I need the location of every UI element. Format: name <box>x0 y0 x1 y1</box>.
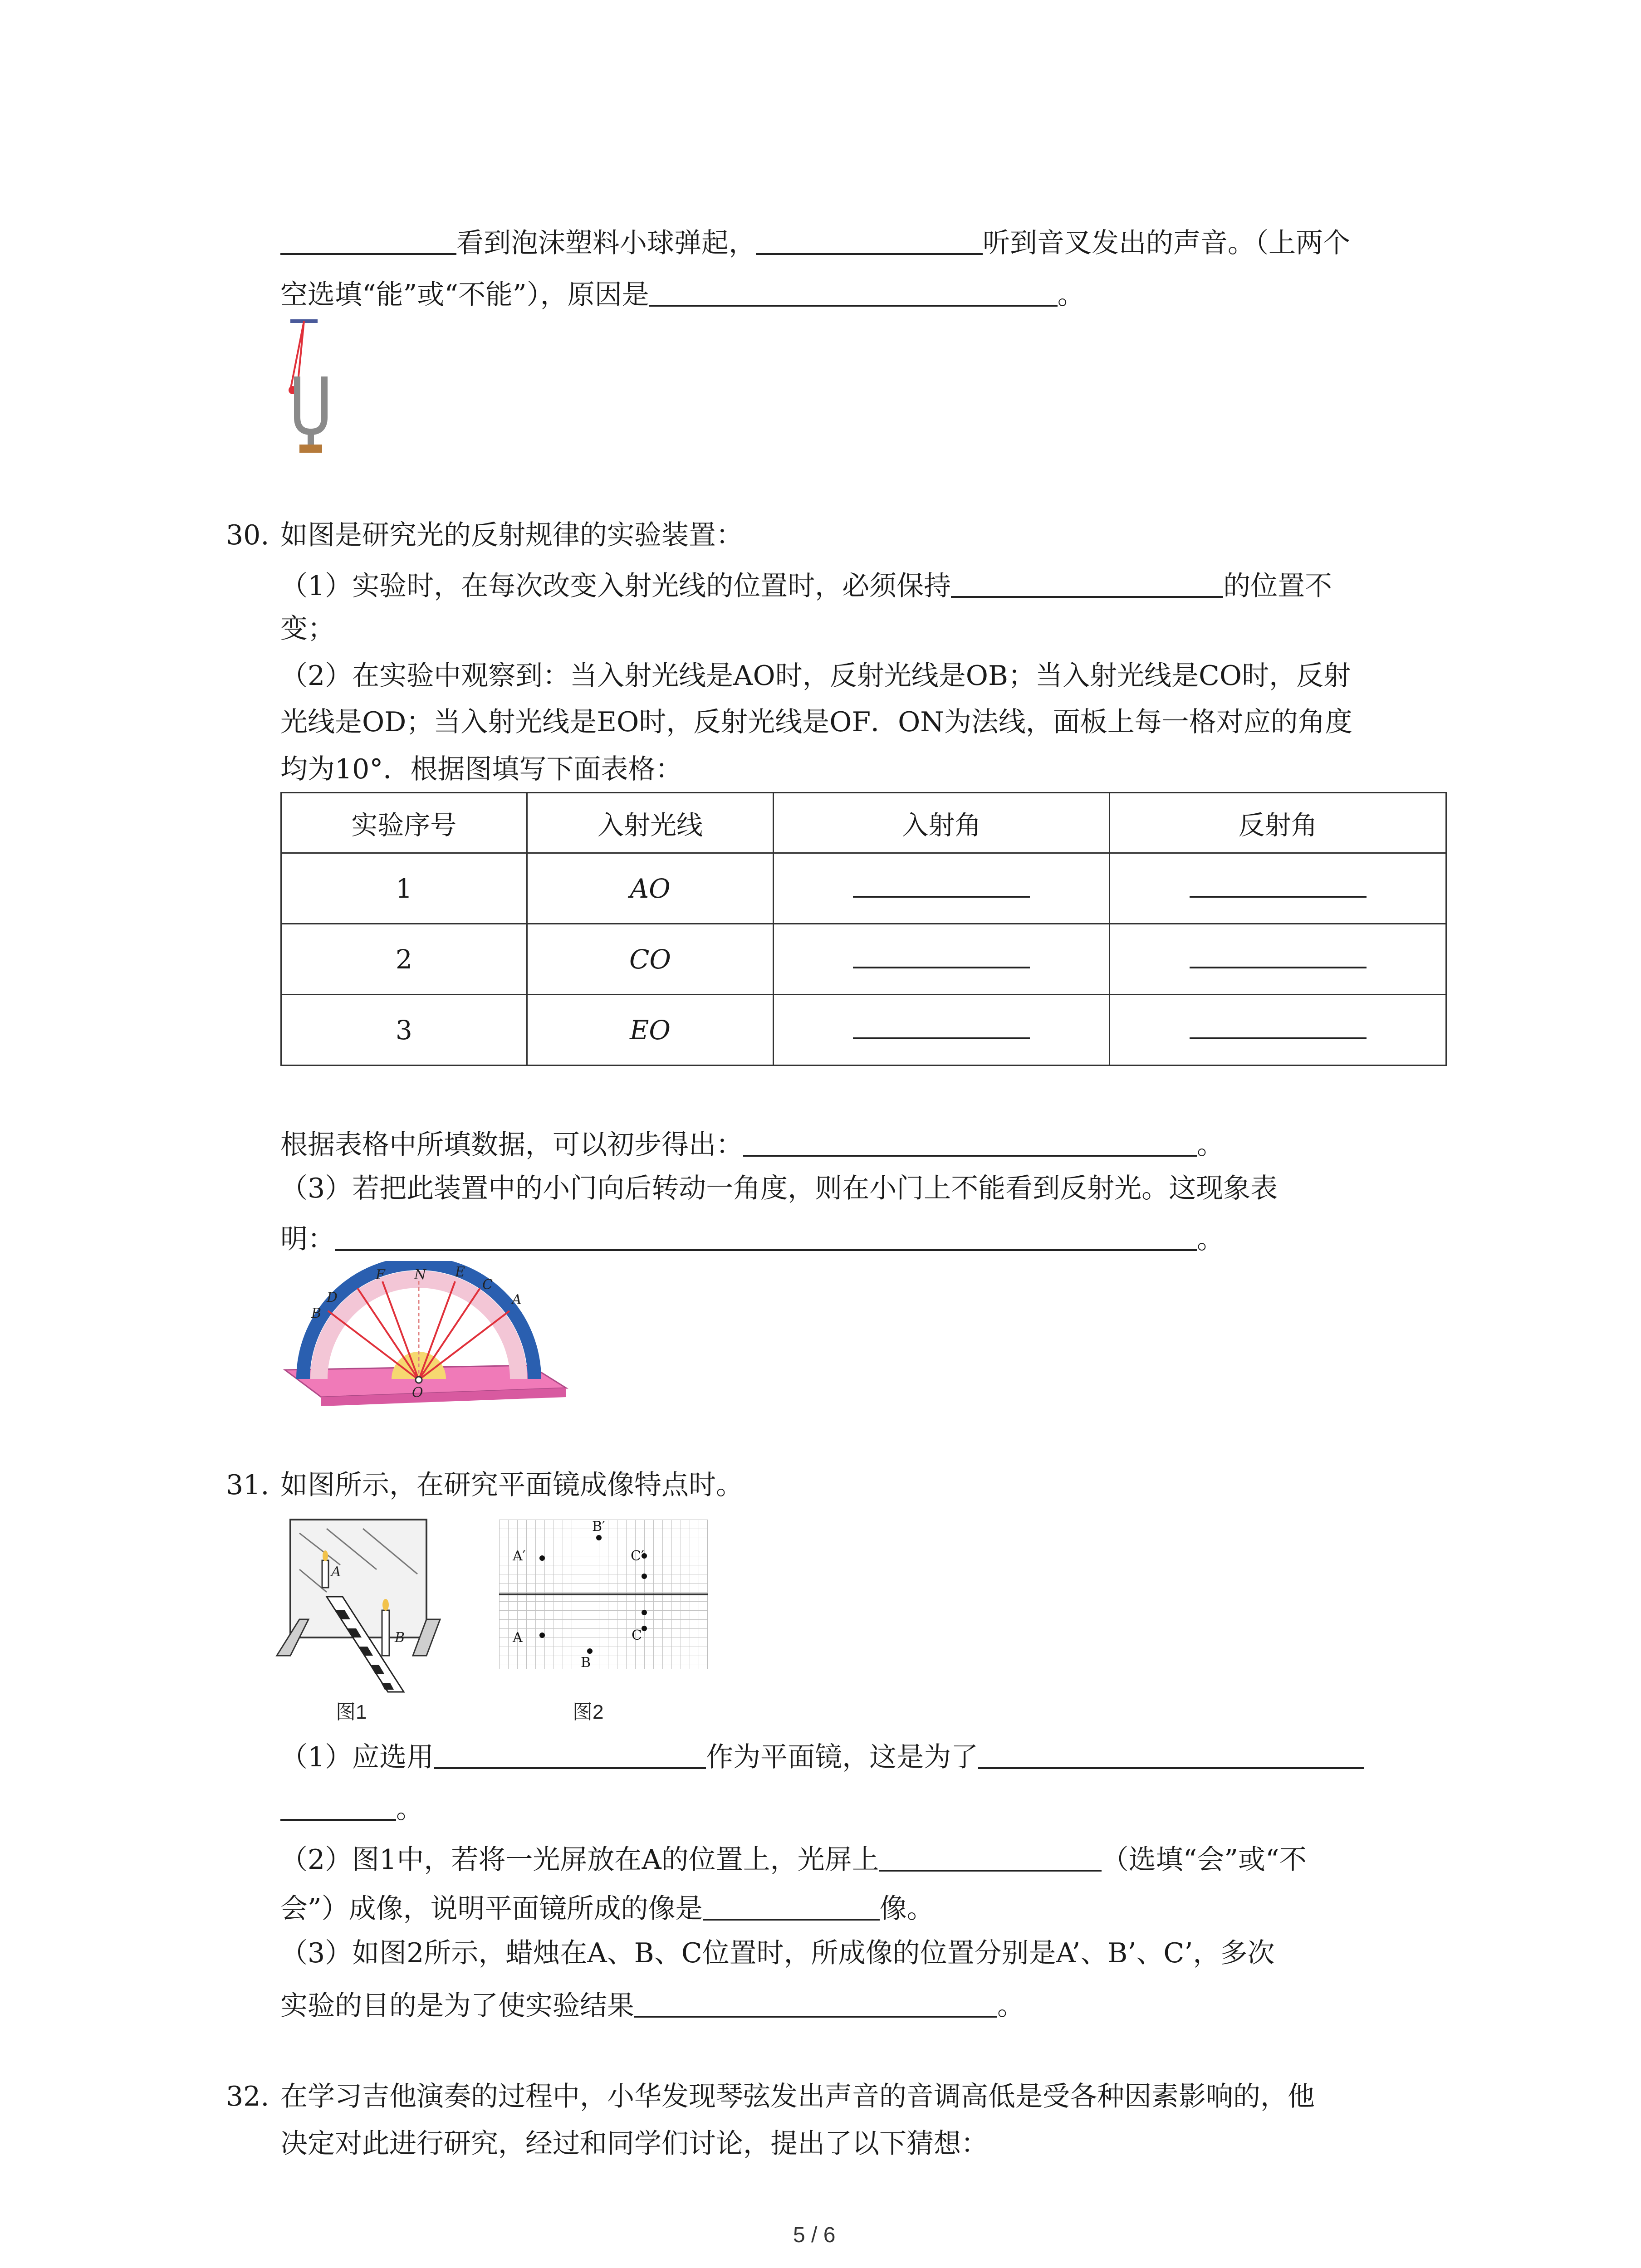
label-C: C <box>482 1277 493 1293</box>
q31-part2-line1 <box>280 1843 1307 1876</box>
page-number: 5 / 6 <box>793 2223 836 2247</box>
mirror-candle-figure-1 <box>272 1506 454 1696</box>
q32-number: 32. <box>226 2081 269 2112</box>
q31-part1-text-a: （1）应选用 <box>280 1741 434 1773</box>
q31-part1-line1 <box>280 1740 1364 1771</box>
q31-part1-line2 <box>280 1792 423 1823</box>
label-A: A <box>512 1292 522 1308</box>
q31-blank-purpose-cont[interactable] <box>280 1792 396 1821</box>
q30-number: 30. <box>226 519 269 551</box>
q29-line-2 <box>280 278 1085 311</box>
q30-part1-text-a: （1）实验时，在每次改变入射光线的位置时，必须保持 <box>280 570 951 602</box>
table-header: 实验序号 <box>281 793 527 853</box>
q31-blank-material[interactable] <box>434 1740 706 1769</box>
reflection-angle-blank[interactable] <box>1190 948 1367 968</box>
q30-part3-line2 <box>280 1222 1224 1253</box>
q31-part2-text-a: （2）图1中，若将一光屏放在A的位置上，光屏上 <box>280 1844 879 1876</box>
table-cell-reflection[interactable] <box>1110 853 1446 924</box>
table-header: 入射角 <box>774 793 1110 853</box>
fig2-label-B-prime: B′ <box>592 1520 605 1535</box>
q31-part2-text-c: 会”）成像，说明平面镜所成的像是 <box>280 1893 703 1925</box>
table-header: 入射光线 <box>527 793 774 853</box>
q31-blank-image-type[interactable] <box>703 1892 880 1921</box>
incidence-angle-blank[interactable] <box>853 1019 1030 1039</box>
reflection-angle-blank[interactable] <box>1190 878 1367 898</box>
table-cell-num: 1 <box>281 853 527 924</box>
q31-part1-text-b: 作为平面镜，这是为了 <box>706 1741 979 1773</box>
q31-part2-text-d: 像。 <box>879 1893 934 1925</box>
q29-text-2a: 空选填“能”或“不能”），原因是 <box>280 279 649 311</box>
table-cell-incidence[interactable] <box>774 924 1110 995</box>
table-cell-reflection[interactable] <box>1110 995 1446 1066</box>
table-cell-ray: AO <box>527 853 774 924</box>
q30-blank-plane[interactable] <box>951 569 1223 598</box>
q30-stem: 如图是研究光的反射规律的实验装置： <box>280 519 743 551</box>
q32-line2: 决定对此进行研究，经过和同学们讨论，提出了以下猜想： <box>280 2128 988 2160</box>
table-header-row <box>281 793 1446 853</box>
q31-blank-result[interactable] <box>634 1989 997 2018</box>
q30-part2-line3: 均为10°．根据图填写下面表格： <box>280 753 683 785</box>
fig2-caption: 图2 <box>573 1701 604 1723</box>
q30-blank-part3[interactable] <box>335 1222 1197 1251</box>
q30-part1-line2: 变； <box>280 613 335 645</box>
q30-conclusion-line <box>280 1128 1224 1161</box>
q30-blank-conclusion[interactable] <box>743 1128 1197 1157</box>
table-cell-num: 3 <box>281 995 527 1066</box>
q31-stem: 如图所示，在研究平面镜成像特点时。 <box>280 1469 743 1501</box>
fig1-label-B: B <box>395 1630 405 1646</box>
table-cell-num: 2 <box>281 924 527 995</box>
table-header: 反射角 <box>1110 793 1446 853</box>
table-cell-reflection[interactable] <box>1110 924 1446 995</box>
q31-part3-line1: （3）如图2所示，蜡烛在A、B、C位置时，所成像的位置分别是A’、B’、C’，多次 <box>280 1937 1275 1969</box>
reflection-angle-blank[interactable] <box>1190 1019 1367 1039</box>
table-cell-incidence[interactable] <box>774 853 1110 924</box>
label-F: F <box>376 1267 385 1283</box>
q29-blank-2[interactable] <box>756 226 983 255</box>
q29-line-1 <box>280 226 1350 257</box>
mirror-grid-figure-2 <box>499 1520 708 1669</box>
q30-part3-line1: （3）若把此装置中的小门向后转动一角度，则在小门上不能看到反射光。这现象表 <box>280 1173 1278 1204</box>
label-B: B <box>311 1305 322 1321</box>
q29-blank-3[interactable] <box>649 278 1058 307</box>
label-E: E <box>455 1264 465 1280</box>
q31-part1-end: 。 <box>396 1793 423 1825</box>
fig1-caption: 图1 <box>336 1701 367 1723</box>
table-row <box>281 853 1446 924</box>
fig1-label-A: A <box>331 1564 341 1580</box>
q31-part3-text: 实验的目的是为了使实验结果 <box>280 1990 634 2022</box>
label-N: N <box>414 1267 426 1283</box>
table-cell-incidence[interactable] <box>774 995 1110 1066</box>
q30-part2-line2: 光线是OD；当入射光线是EO时，反射光线是OF．ON为法线，面板上每一格对应的角度 <box>280 706 1352 738</box>
q32-line1: 在学习吉他演奏的过程中，小华发现琴弦发出声音的音调高低是受各种因素影响的，他 <box>280 2081 1315 2112</box>
q29-blank-1[interactable] <box>280 226 456 255</box>
q29-text-1b: 听到音叉发出的声音。（上两个 <box>983 227 1350 259</box>
q31-blank-purpose[interactable] <box>978 1740 1364 1769</box>
q30-data-table <box>280 792 1447 1066</box>
table-row <box>281 995 1446 1066</box>
tuning-fork-figure <box>272 313 345 458</box>
q30-part1-line1 <box>280 569 1332 600</box>
q31-blank-screen[interactable] <box>879 1843 1102 1872</box>
fig2-label-A: A <box>513 1630 523 1646</box>
q31-part3-end: 。 <box>997 1990 1024 2022</box>
incidence-angle-blank[interactable] <box>853 948 1030 968</box>
q30-conclusion-text: 根据表格中所填数据，可以初步得出： <box>280 1129 743 1161</box>
q31-part2-text-b: （选填“会”或“不 <box>1101 1844 1307 1876</box>
q29-text-2end: 。 <box>1057 279 1085 311</box>
q31-part2-line2 <box>280 1892 934 1925</box>
q31-number: 31. <box>226 1469 269 1501</box>
fig2-label-B: B <box>581 1655 591 1669</box>
q30-part3-text: 明： <box>280 1223 335 1255</box>
q29-text-1a: 看到泡沫塑料小球弹起， <box>456 227 756 259</box>
q30-part3-end: 。 <box>1197 1223 1224 1255</box>
table-row <box>281 924 1446 995</box>
fig2-label-C-prime: C′ <box>631 1548 644 1564</box>
label-O: O <box>412 1385 423 1401</box>
q30-part1-text-b: 的位置不 <box>1223 570 1332 602</box>
incidence-angle-blank[interactable] <box>853 878 1030 898</box>
q30-conclusion-end: 。 <box>1197 1129 1224 1161</box>
reflection-apparatus-figure <box>276 1261 575 1411</box>
fig2-label-A-prime: A′ <box>513 1548 526 1564</box>
table-cell-ray: CO <box>527 924 774 995</box>
q31-part3-line2 <box>280 1989 1024 2022</box>
label-D: D <box>327 1290 338 1305</box>
q30-part2-line1: （2）在实验中观察到：当入射光线是AO时，反射光线是OB；当入射光线是CO时，反射 <box>280 660 1351 692</box>
fig2-label-C: C <box>632 1628 642 1643</box>
table-cell-ray: EO <box>527 995 774 1066</box>
